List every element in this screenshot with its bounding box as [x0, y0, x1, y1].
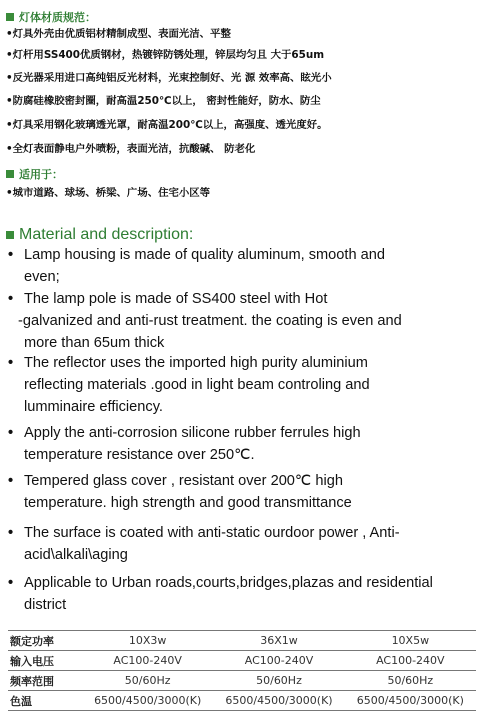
en-description-item: • The surface is coated with anti-static ourdoor power , Anti- acid\alkali\aging	[8, 525, 400, 563]
cn-spec-line: •反光器采用进口高纯铝反光材料，光束控制好、光 源 效率高、眩光小	[6, 72, 332, 84]
row-label: 输入电压	[8, 651, 82, 671]
table-cell: AC100-240V	[213, 651, 344, 671]
table-cell: 36X1w	[213, 631, 344, 651]
en-description-item: • Apply the anti-corrosion silicone rubber ferrules high temperature resistance over 250℃.	[8, 425, 361, 463]
cn-section-heading	[6, 9, 96, 25]
table-cell: AC100-240V	[82, 651, 213, 671]
en-description-item: • Tempered glass cover , resistant over 200℃ high temperature. high strength and good transmittance	[8, 473, 352, 511]
cn-spec-line: •灯杆用SS400优质钢材，热镀锌防锈处理，锌层均匀且 大于65um	[6, 49, 325, 61]
row-label: 频率范围	[8, 671, 82, 691]
cn-apply-heading	[6, 166, 63, 182]
spec-table	[8, 630, 476, 711]
en-section-heading	[6, 226, 193, 244]
green-square-icon	[6, 231, 14, 239]
table-cell: 6500/4500/3000(K)	[82, 691, 213, 711]
en-description-item: • The lamp pole is made of SS400 steel with Hot -galvanized and anti-rust treatment. the coating is even and more than 65um thick	[8, 291, 402, 351]
cn-spec-line: •防腐硅橡胶密封圈，耐高温250℃以上， 密封性能好，防水、防尘	[6, 95, 321, 107]
table-cell: 50/60Hz	[82, 671, 213, 691]
table-row	[8, 671, 476, 691]
en-description-item: • The reflector uses the imported high purity aluminium reflecting materials .good in light beam controling and lumminaire efficiency.	[8, 355, 370, 415]
cn-apply-line: •城市道路、球场、桥梁、广场、住宅小区等	[6, 187, 211, 199]
table-row	[8, 631, 476, 651]
cn-spec-line: •灯具采用钢化玻璃透光罩，耐高温200℃以上，高强度、透光度好。	[6, 119, 328, 131]
table-cell: 6500/4500/3000(K)	[345, 691, 476, 711]
table-cell: AC100-240V	[345, 651, 476, 671]
row-label: 色温	[8, 691, 82, 711]
cn-spec-line: •灯具外壳由优质铝材精制成型、表面光洁、平整	[6, 28, 231, 40]
cn-spec-line: •全灯表面静电户外喷粉，表面光洁，抗酸碱、 防老化	[6, 143, 256, 155]
table-cell: 10X5w	[345, 631, 476, 651]
green-square-icon	[6, 13, 14, 21]
table-cell: 50/60Hz	[213, 671, 344, 691]
table-row	[8, 691, 476, 711]
row-label: 额定功率	[8, 631, 82, 651]
en-description-item: • Applicable to Urban roads,courts,bridges,plazas and residential district	[8, 575, 433, 613]
table-cell: 6500/4500/3000(K)	[213, 691, 344, 711]
table-cell: 10X3w	[82, 631, 213, 651]
cn-section-title: 灯体材质规范：	[19, 11, 96, 24]
green-square-icon	[6, 170, 14, 178]
table-row	[8, 651, 476, 671]
table-cell: 50/60Hz	[345, 671, 476, 691]
en-description-item: • Lamp housing is made of quality aluminum, smooth and even;	[8, 247, 385, 285]
cn-apply-title: 适用于：	[19, 168, 63, 181]
en-section-title: Material and description:	[19, 226, 194, 243]
